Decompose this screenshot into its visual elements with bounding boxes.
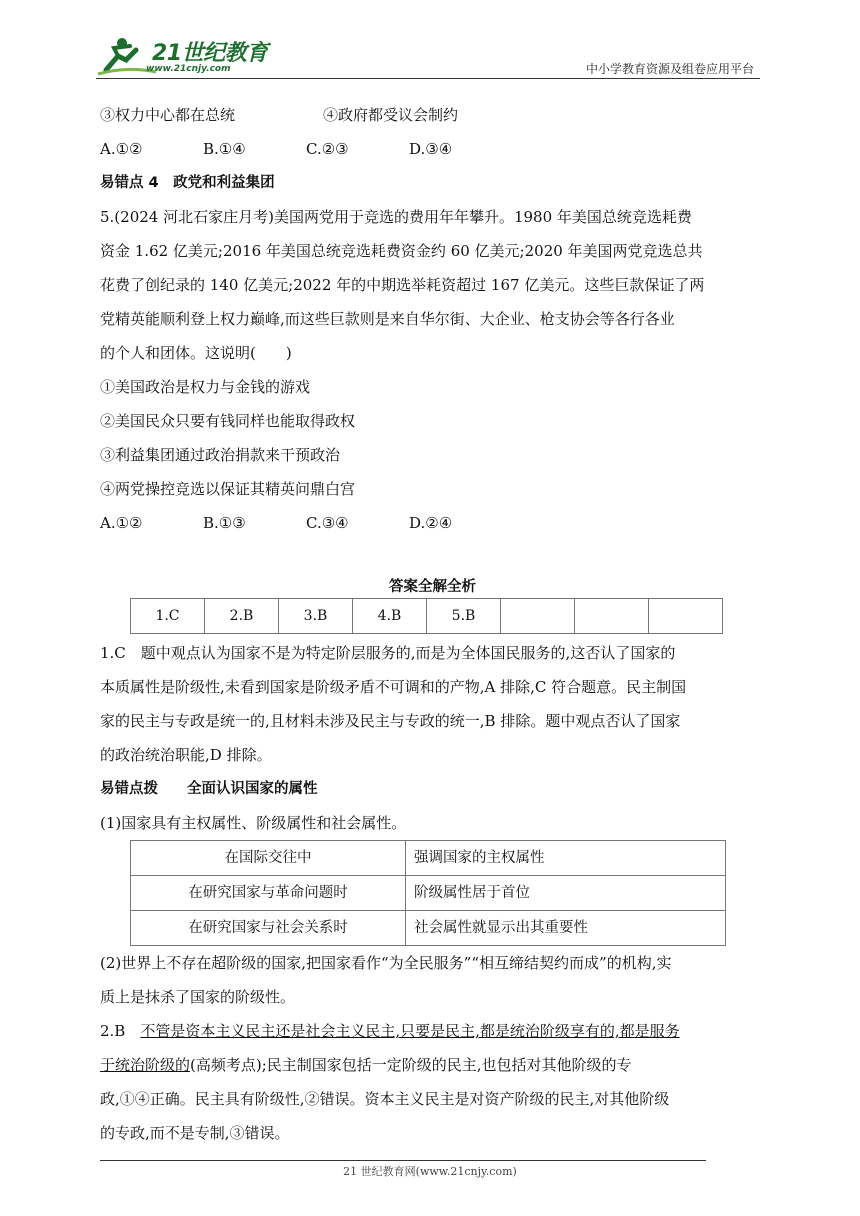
- tip-paragraph: 质上是抹杀了国家的阶级性。: [100, 988, 296, 1006]
- option: D.③④: [409, 140, 453, 158]
- option: D.②④: [409, 514, 453, 532]
- logo-text: 21世纪教育: [152, 41, 268, 66]
- explanation-line: 家的民主与专政是统一的,且材料未涉及民主与专政的统一,B 排除。题中观点否认了国家: [100, 712, 681, 730]
- header-divider: [96, 78, 760, 79]
- table-cell: 社会属性就显示出其重要性: [406, 911, 726, 946]
- page-content: [100, 98, 765, 1150]
- q4-statement-4: ④政府都受议会制约: [323, 106, 459, 124]
- answer-cell: 4.B: [353, 599, 427, 634]
- section-title: 易错点 4 政党和利益集团: [100, 175, 275, 191]
- answer-cell: 1.C: [131, 599, 205, 634]
- table-cell: 强调国家的主权属性: [406, 841, 726, 876]
- explanation-line: 的政治统治职能,D 排除。: [100, 746, 272, 764]
- q4-options: [100, 132, 765, 166]
- option: A.①②: [100, 514, 143, 532]
- explanation-text: (高频考点);民主制国家包括一定阶级的民主,也包括对其他阶级的专: [190, 1056, 632, 1074]
- tip-paragraph: (1)国家具有主权属性、阶级属性和社会属性。: [100, 814, 407, 832]
- q5-statement: ③利益集团通过政治捐款来干预政治: [100, 446, 341, 464]
- table-row: [131, 876, 726, 911]
- tip-paragraph: (2)世界上不存在超阶级的国家,把国家看作“为全民服务”“相互缔结契约而成”的机构,实: [100, 954, 672, 972]
- answer-table: [130, 598, 723, 634]
- q5-stem: [100, 200, 765, 370]
- q5-statement: ①美国政治是权力与金钱的游戏: [100, 378, 311, 396]
- page-header: [96, 34, 760, 80]
- option: A.①②: [100, 140, 143, 158]
- answer-cell: 2.B: [205, 599, 279, 634]
- table-row: [131, 911, 726, 946]
- tip-title: 易错点拨 全面认识国家的属性: [100, 781, 318, 797]
- stem-line: 资金 1.62 亿美元;2016 年美国总统竞选耗费资金约 60 亿美元;2020 年美国两党竞选总共: [100, 242, 703, 260]
- table-cell: 在国际交往中: [131, 841, 406, 876]
- footer-divider: [100, 1160, 706, 1161]
- table-cell: 阶级属性居于首位: [406, 876, 726, 911]
- logo-url: www.21cnjy.com: [146, 64, 231, 74]
- stem-line: 的个人和团体。这说明( ): [100, 344, 292, 362]
- table-cell: 在研究国家与社会关系时: [131, 911, 406, 946]
- attribute-table: [130, 840, 726, 946]
- answer-cell: [575, 599, 649, 634]
- answer-1: [100, 636, 765, 772]
- q5-statement: ②美国民众只要有钱同样也能取得政权: [100, 412, 356, 430]
- table-cell: 在研究国家与革命问题时: [131, 876, 406, 911]
- q5-options: [100, 506, 765, 540]
- explanation-line: 1.C 题中观点认为国家不是为特定阶层服务的,而是为全体国民服务的,这否认了国家的: [100, 644, 676, 662]
- explanation-line: 政,①④正确。民主具有阶级性,②错误。资本主义民主是对资产阶级的民主,对其他阶级: [100, 1090, 670, 1108]
- table-row: [131, 599, 723, 634]
- q4-statements: [100, 98, 765, 132]
- platform-name: 中小学教育资源及组卷应用平台: [585, 62, 754, 76]
- q4-statement-3: ③权力中心都在总统: [100, 106, 236, 124]
- answer-label: 2.B: [100, 1022, 141, 1040]
- answer-2: [100, 1014, 765, 1150]
- table-row: [131, 841, 726, 876]
- explanation-line: 的专政,而不是专制,③错误。: [100, 1124, 290, 1142]
- stem-line: 党精英能顺利登上权力巅峰,而这些巨款则是来自华尔街、大企业、枪支协会等各行各业: [100, 310, 675, 328]
- page-footer: 21 世纪教育网(www.21cnjy.com): [343, 1165, 517, 1178]
- q5-statement: ④两党操控竞选以保证其精英问鼎白宫: [100, 480, 356, 498]
- option: C.②③: [306, 140, 349, 158]
- answer-cell: 3.B: [279, 599, 353, 634]
- answer-cell: [501, 599, 575, 634]
- option: C.③④: [306, 514, 349, 532]
- key-point-underlined: 于统治阶级的: [100, 1056, 191, 1074]
- explanation-line: 本质属性是阶级性,未看到国家是阶级矛盾不可调和的产物,A 排除,C 符合题意。民主制国: [100, 678, 687, 696]
- answer-cell: 5.B: [427, 599, 501, 634]
- option: B.①④: [203, 140, 246, 158]
- answer-cell: [649, 599, 723, 634]
- key-point-underlined: 不管是资本主义民主还是社会主义民主,只要是民主,都是统治阶级享有的,都是服务: [140, 1022, 680, 1040]
- option: B.①③: [203, 514, 246, 532]
- stem-line: 花费了创纪录的 140 亿美元;2022 年的中期选举耗资超过 167 亿美元。这些巨款保证了两: [100, 276, 705, 294]
- stem-line: 5.(2024 河北石家庄月考)美国两党用于竞选的费用年年攀升。1980 年美国总统竞选耗费: [100, 208, 692, 226]
- answers-title: 答案全解全析: [389, 579, 476, 595]
